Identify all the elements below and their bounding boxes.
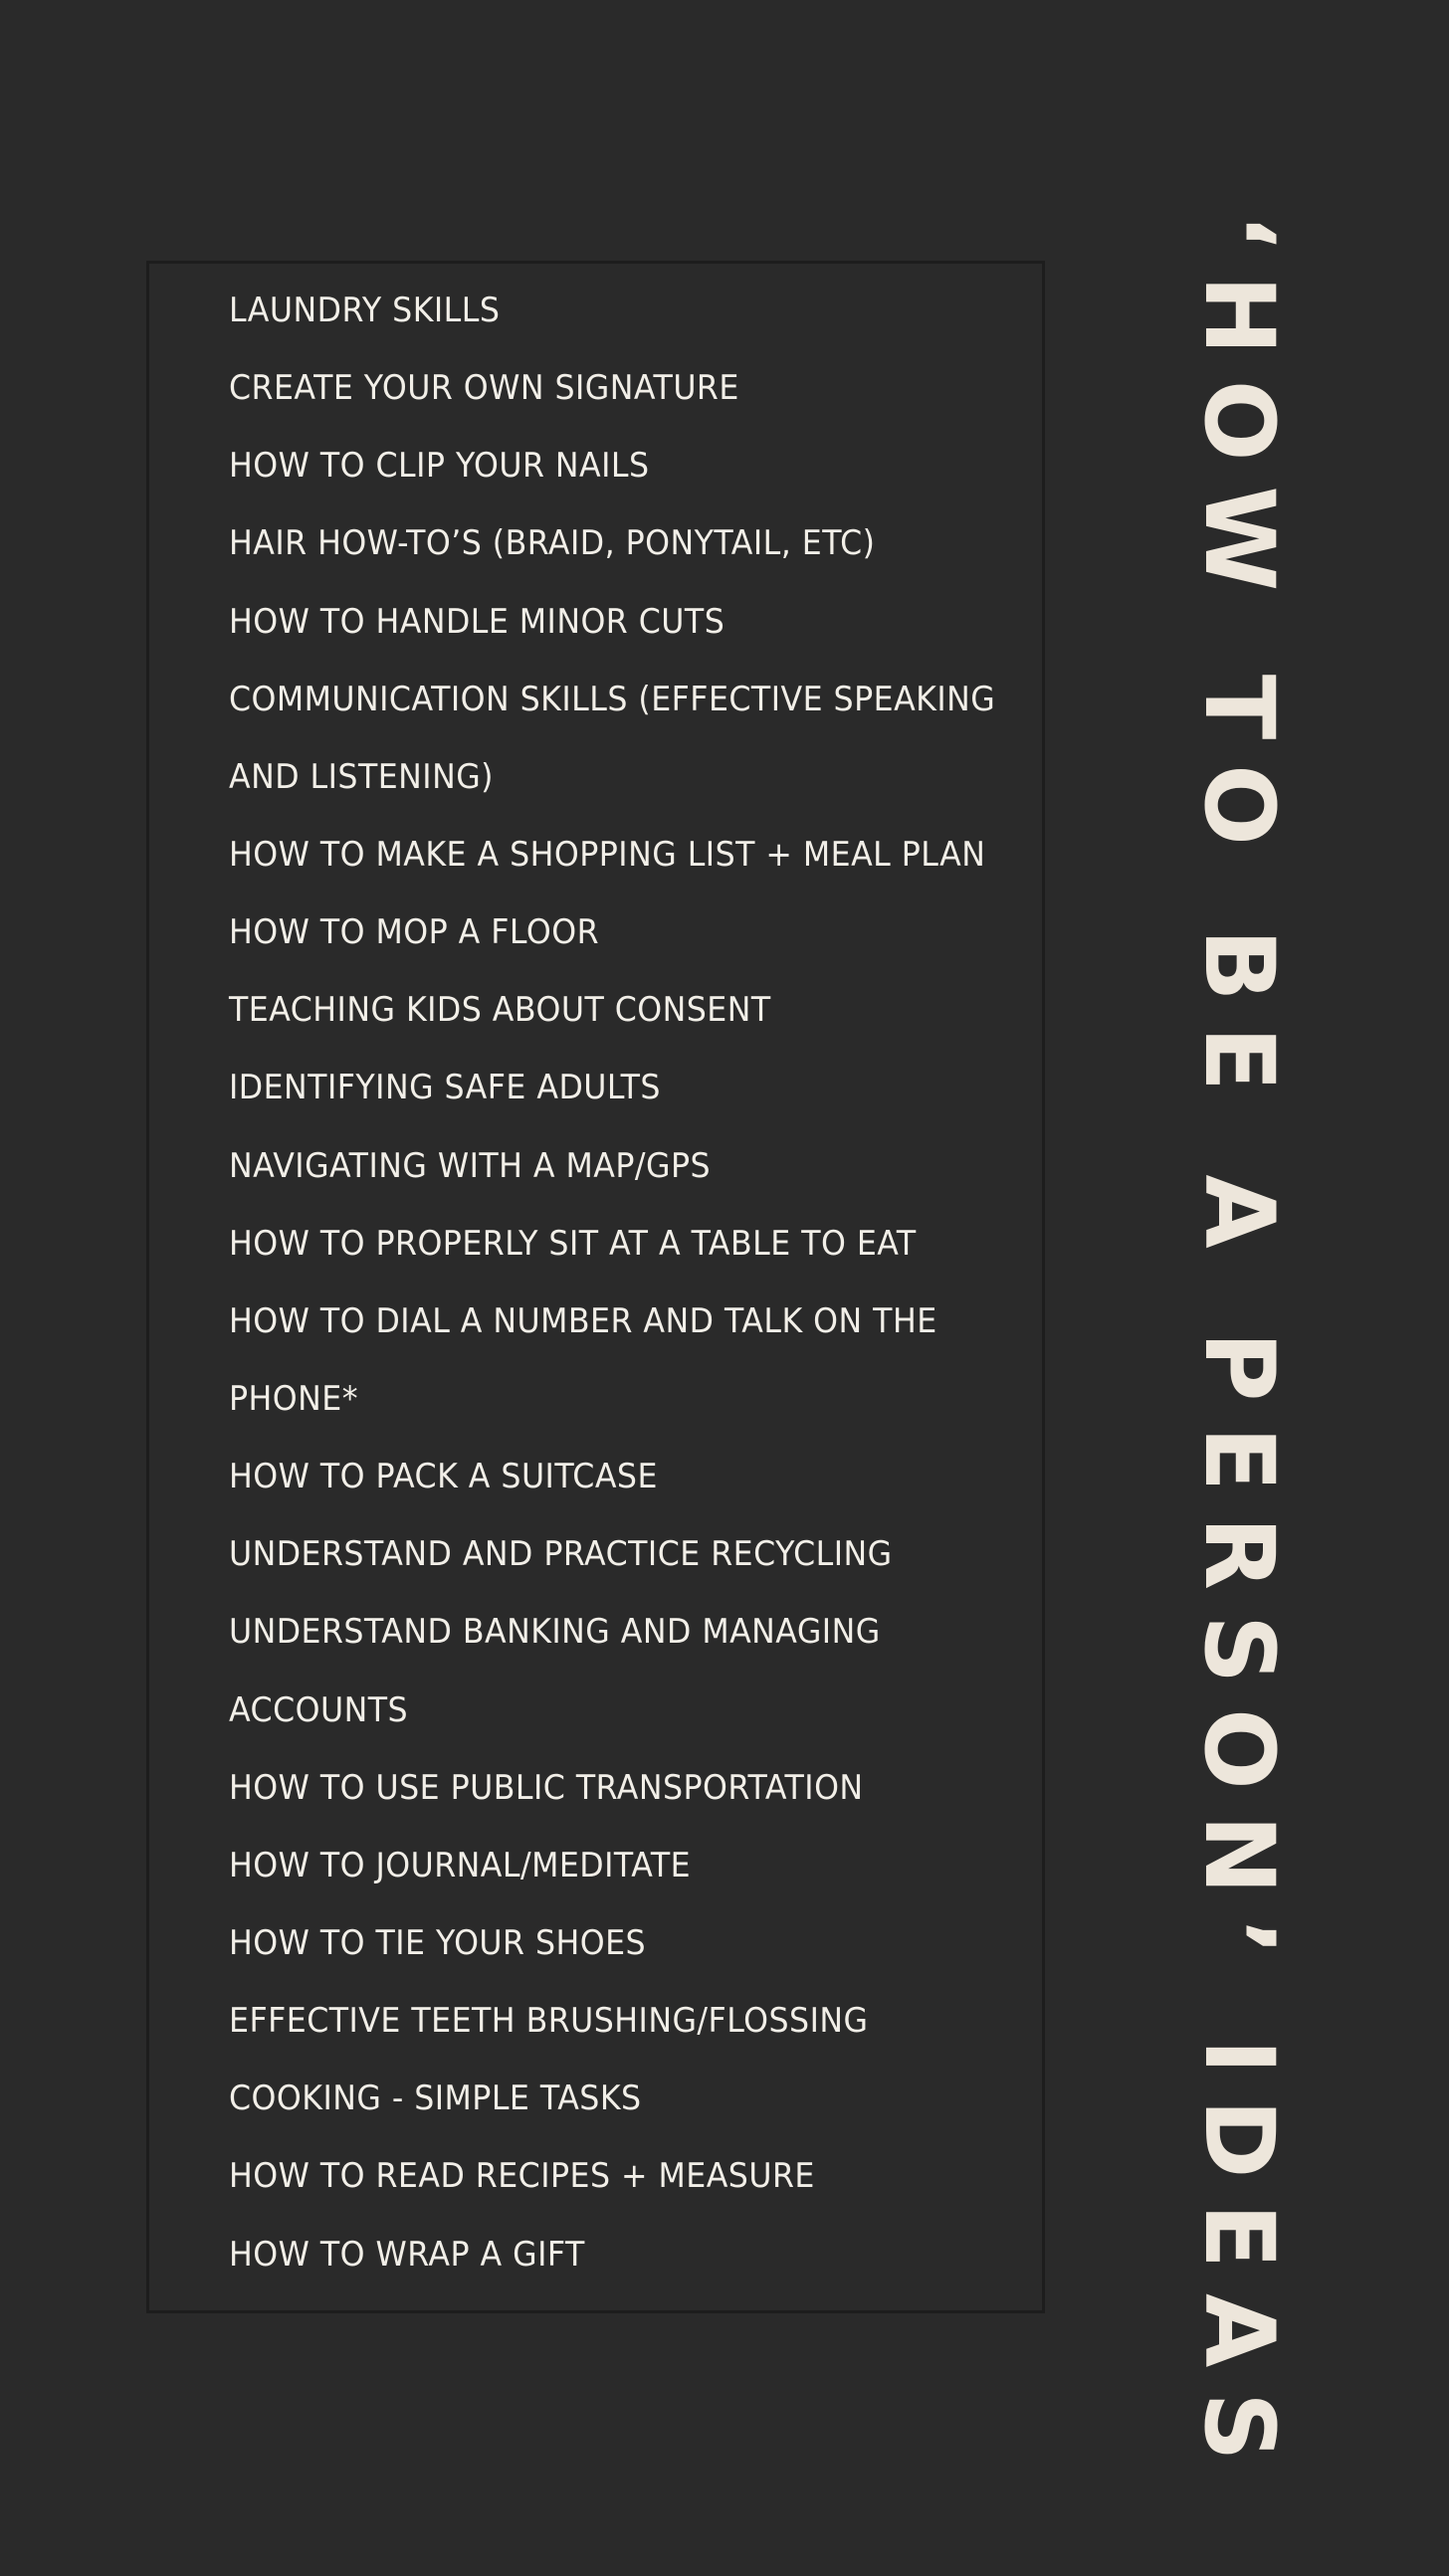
idea-item: CREATE YOUR OWN SIGNATURE (229, 368, 739, 409)
idea-item: HOW TO TIE YOUR SHOES (229, 1922, 647, 1963)
idea-item: HOW TO USE PUBLIC TRANSPORTATION (229, 1767, 864, 1808)
idea-item: HOW TO JOURNAL/MEDITATE (229, 1845, 692, 1885)
idea-item: UNDERSTAND BANKING AND MANAGING (229, 1612, 881, 1653)
idea-item: COMMUNICATION SKILLS (EFFECTIVE SPEAKING (229, 679, 996, 719)
idea-item: HOW TO READ RECIPES + MEASURE (229, 2156, 815, 2197)
idea-item: HOW TO MAKE A SHOPPING LIST + MEAL PLAN (229, 834, 986, 875)
idea-item: HAIR HOW-TO’S (BRAID, PONYTAIL, ETC) (229, 523, 876, 564)
idea-item: HOW TO CLIP YOUR NAILS (229, 446, 650, 487)
idea-item: HOW TO MOP A FLOOR (229, 912, 599, 953)
idea-item: HOW TO HANDLE MINOR CUTS (229, 601, 725, 642)
idea-item: HOW TO DIAL A NUMBER AND TALK ON THE (229, 1300, 937, 1341)
idea-item-continuation: AND LISTENING) (229, 756, 494, 797)
idea-item-continuation: PHONE* (229, 1378, 358, 1419)
idea-item: EFFECTIVE TEETH BRUSHING/FLOSSING (229, 2001, 869, 2042)
idea-item: TEACHING KIDS ABOUT CONSENT (229, 990, 771, 1031)
ideas-box (146, 261, 1045, 2313)
ideas-list (229, 272, 1125, 2293)
idea-item: HOW TO PACK A SUITCASE (229, 1457, 658, 1497)
idea-item: IDENTIFYING SAFE ADULTS (229, 1068, 661, 1108)
idea-item: HOW TO PROPERLY SIT AT A TABLE TO EAT (229, 1223, 917, 1264)
idea-item: UNDERSTAND AND PRACTICE RECYCLING (229, 1534, 893, 1575)
page-title: ‘HOW TO BE A PERSON’ IDEAS (1183, 214, 1295, 2486)
idea-item: NAVIGATING WITH A MAP/GPS (229, 1145, 712, 1186)
idea-item: LAUNDRY SKILLS (229, 291, 501, 330)
idea-item: HOW TO WRAP A GIFT (229, 2234, 585, 2275)
idea-item-continuation: ACCOUNTS (229, 1689, 409, 1730)
idea-item: COOKING - SIMPLE TASKS (229, 2079, 642, 2119)
